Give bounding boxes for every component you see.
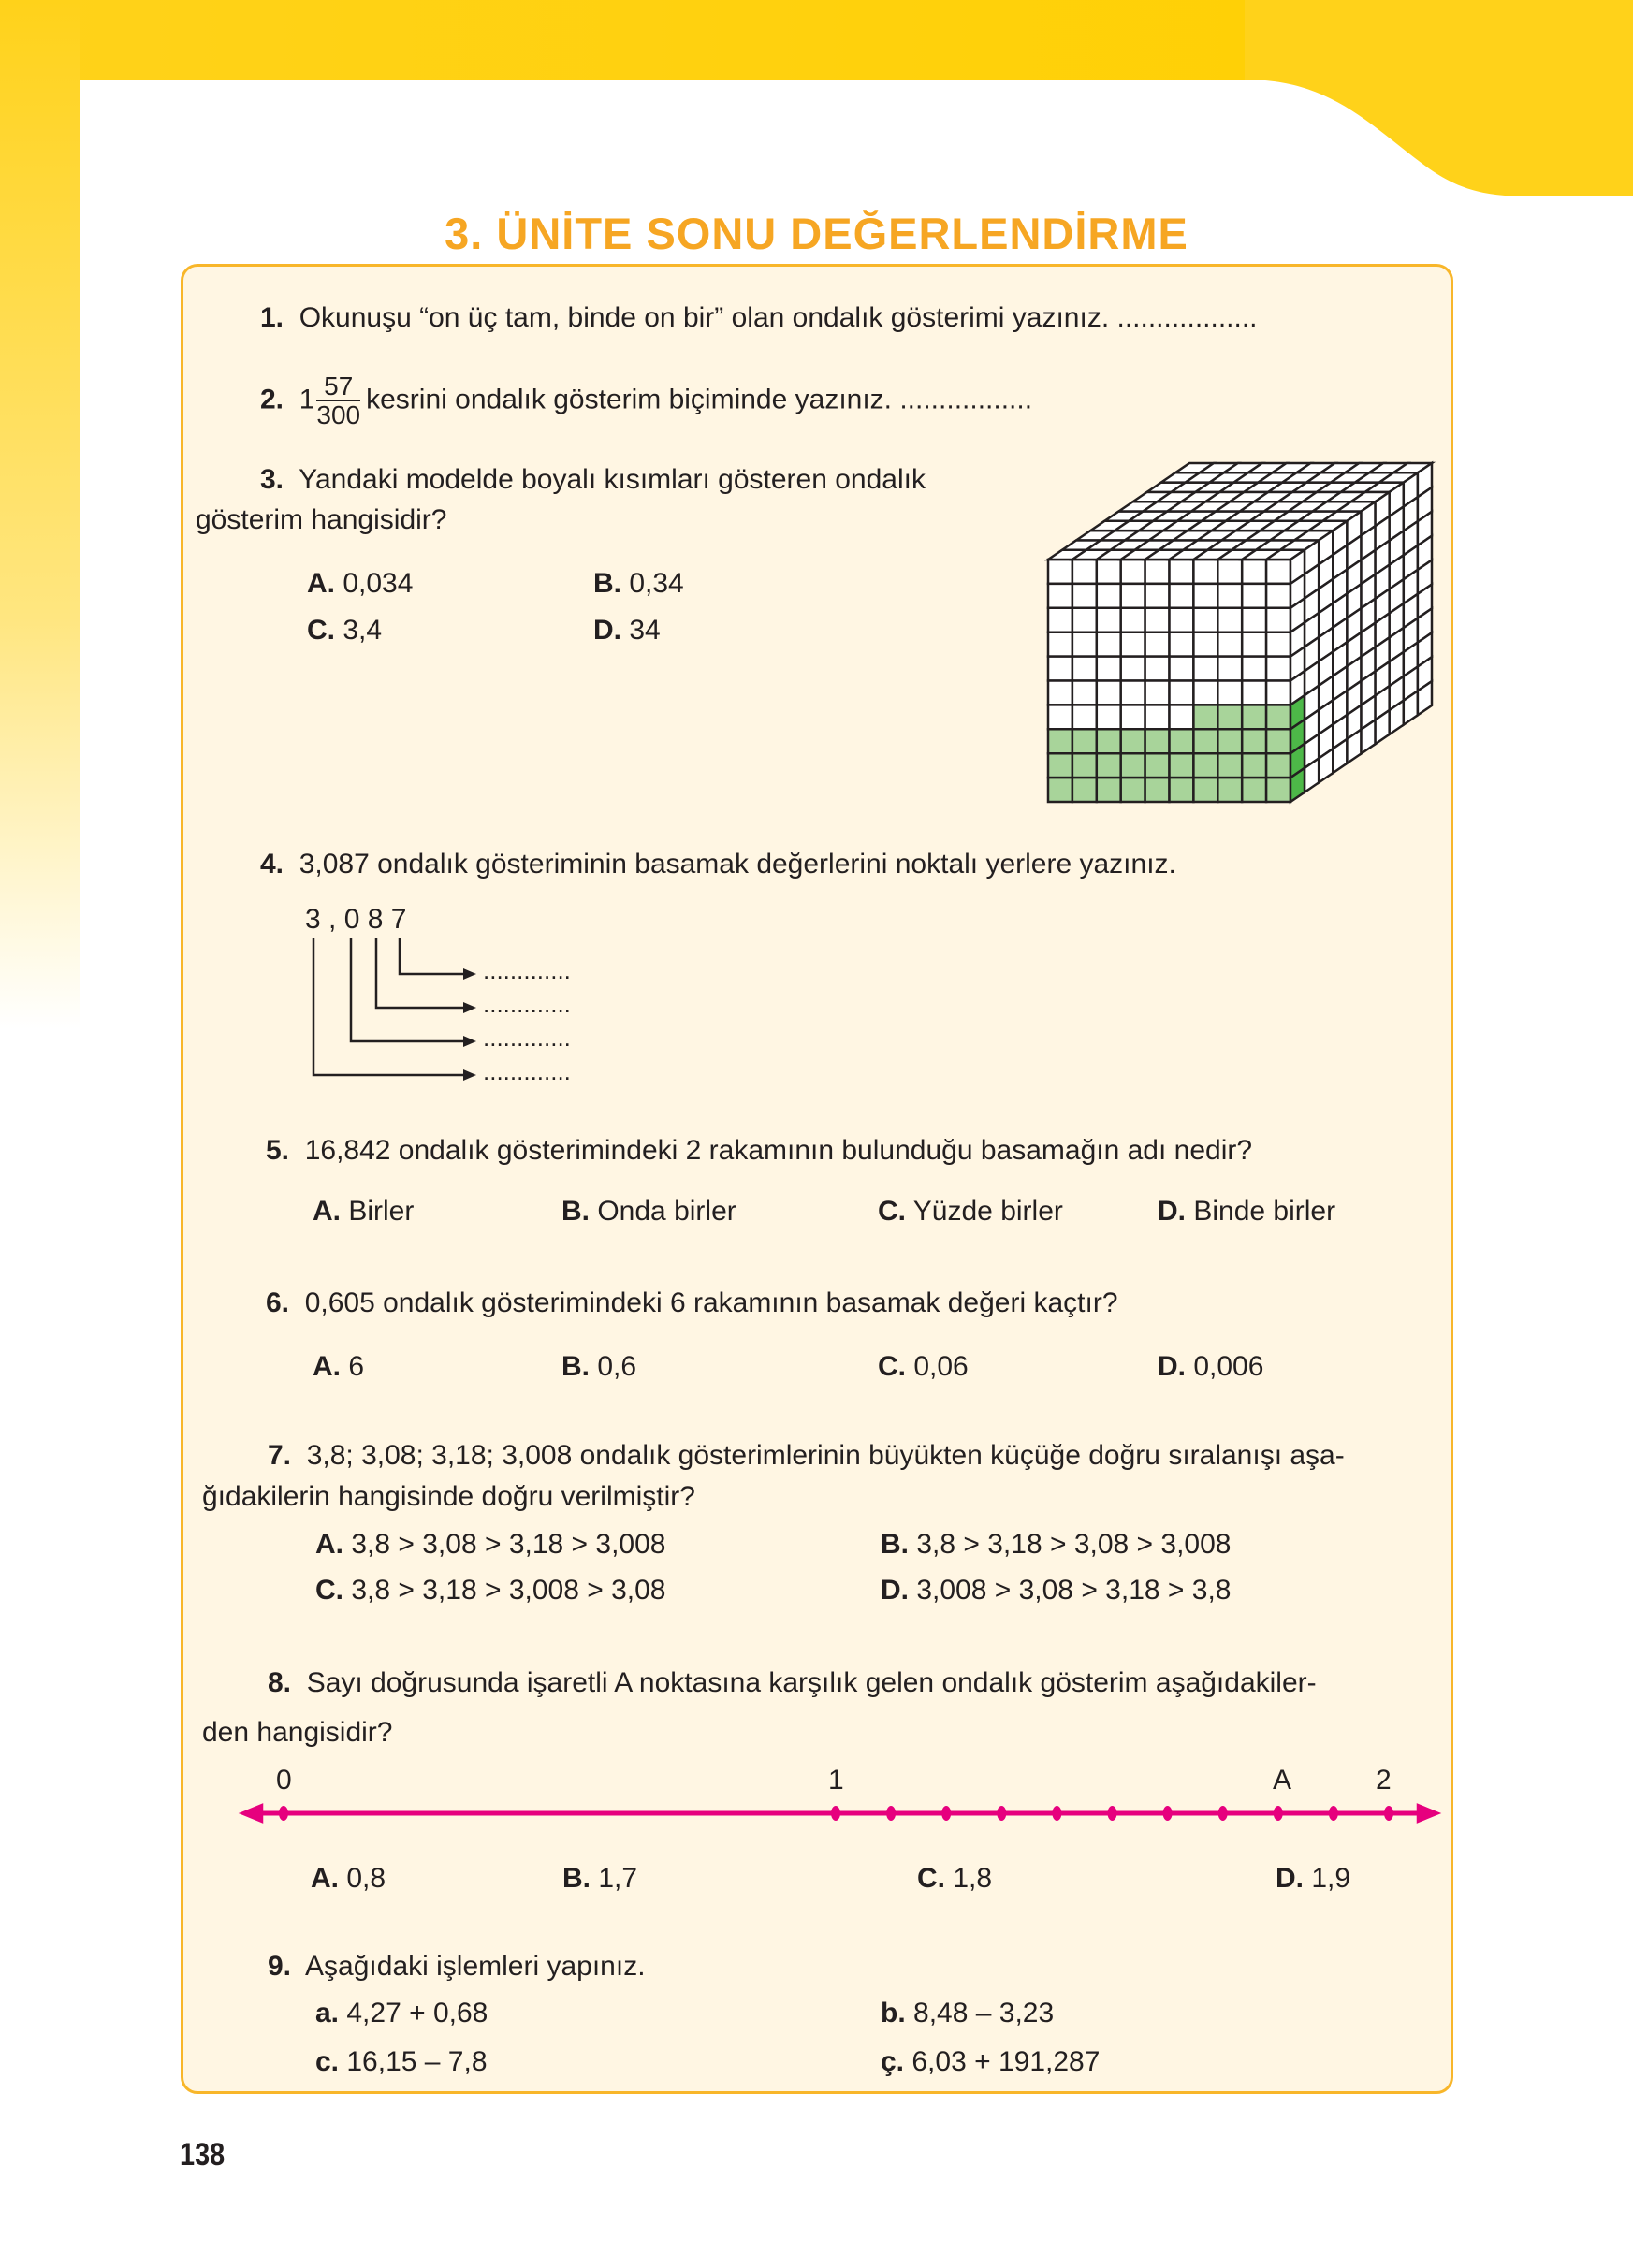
q4-number: 3 , 0 8 7 <box>305 904 407 935</box>
q6-option-a[interactable]: A. 6 <box>313 1351 365 1382</box>
fraction: $\frac{57}{300}$ <box>316 371 361 430</box>
number-line-point <box>1052 1806 1061 1821</box>
q7-line2: ğıdakilerin hangisinde doğru verilmiştir? <box>202 1481 695 1512</box>
q8-line2: den hangisidir? <box>202 1717 393 1748</box>
q8-option-d[interactable]: D. 1,9 <box>1276 1863 1351 1894</box>
q9-item-cc: ç. 6,03 + 191,287 <box>881 2046 1101 2077</box>
number-line-point <box>1163 1806 1173 1821</box>
q5: 5. 16,842 ondalık gösterimindeki 2 rakamının bulunduğu basamağın adı nedir? <box>266 1135 1253 1166</box>
label-0: 0 <box>276 1765 292 1796</box>
number-line-point <box>1274 1806 1283 1821</box>
right-arrow <box>1418 1805 1438 1822</box>
blank-4[interactable]: ............. <box>483 1057 571 1085</box>
q6-option-c[interactable]: C. 0,06 <box>878 1351 969 1382</box>
q7-option-a[interactable]: A. 3,8 > 3,08 > 3,18 > 3,008 <box>315 1529 666 1560</box>
q9-item-c: c. 16,15 – 7,8 <box>315 2046 488 2077</box>
q8-option-c[interactable]: C. 1,8 <box>917 1863 993 1894</box>
q8-line1: 8. Sayı doğrusunda işaretli A noktasına karşılık gelen ondalık gösterim aşağıdakiler- <box>268 1667 1317 1698</box>
page-number: 138 <box>180 2137 226 2173</box>
number-line-point <box>1218 1806 1228 1821</box>
q3-line1: 3. Yandaki modelde boyalı kısımları gösteren ondalık <box>260 464 926 495</box>
q3-option-d[interactable]: D. 34 <box>593 615 661 646</box>
q6-option-d[interactable]: D. 0,006 <box>1158 1351 1264 1382</box>
q4: 4. 3,087 ondalık gösteriminin basamak değerlerini noktalı yerlere yazınız. <box>260 849 1176 880</box>
q3-option-c[interactable]: C. 3,4 <box>307 615 383 646</box>
q9-item-b: b. 8,48 – 3,23 <box>881 1998 1055 2028</box>
q3-option-a[interactable]: A. 0,034 <box>307 568 414 599</box>
q7-option-c[interactable]: C. 3,8 > 3,18 > 3,008 > 3,08 <box>315 1575 666 1606</box>
number-line-point <box>1384 1806 1393 1821</box>
label-1: 1 <box>828 1765 844 1796</box>
number-line-point <box>941 1806 951 1821</box>
blank-3[interactable]: ............. <box>483 1024 571 1052</box>
q9: 9. Aşağıdaki işlemleri yapınız. <box>268 1951 646 1982</box>
q7-option-b[interactable]: B. 3,8 > 3,18 > 3,08 > 3,008 <box>881 1529 1232 1560</box>
q9-item-a: a. 4,27 + 0,68 <box>315 1998 488 2028</box>
page-title: 3. ÜNİTE SONU DEĞERLENDİRME <box>445 209 1188 258</box>
label-2: 2 <box>1376 1765 1392 1796</box>
blank-1[interactable]: ............. <box>483 956 571 984</box>
q5-option-a[interactable]: A. Birler <box>313 1196 415 1227</box>
q3-option-b[interactable]: B. 0,34 <box>593 568 684 599</box>
q8-option-a[interactable]: A. 0,8 <box>311 1863 386 1894</box>
q5-option-b[interactable]: B. Onda birler <box>561 1196 736 1227</box>
number-line-point <box>279 1806 288 1821</box>
number-line-point <box>1108 1806 1117 1821</box>
q1: 1. Okunuşu “on üç tam, binde on bir” olan ondalık gösterimi yazınız. .................. <box>260 302 1258 333</box>
number-line-point <box>831 1806 840 1821</box>
number-line-point <box>886 1806 896 1821</box>
number-line-point <box>997 1806 1006 1821</box>
q7-line1: 7. 3,8; 3,08; 3,18; 3,008 ondalık gösterimlerinin büyükten küçüğe doğru sıralanışı aşa- <box>268 1440 1345 1471</box>
q6: 6. 0,605 ondalık gösterimindeki 6 rakamının basamak değeri kaçtır? <box>266 1287 1118 1318</box>
q6-option-b[interactable]: B. 0,6 <box>561 1351 637 1382</box>
q7-option-d[interactable]: D. 3,008 > 3,08 > 3,18 > 3,8 <box>881 1575 1232 1606</box>
label-a: A <box>1273 1765 1292 1796</box>
q3-line2: gösterim hangisidir? <box>196 504 447 535</box>
q5-option-c[interactable]: C. Yüzde birler <box>878 1196 1063 1227</box>
q5-option-d[interactable]: D. Binde birler <box>1158 1196 1336 1227</box>
q2: 2. 1 $\frac{57}{300}$ kesrini ondalık gösterim biçiminde yazınız. ................. <box>260 371 1033 430</box>
q8-option-b[interactable]: B. 1,7 <box>562 1863 638 1894</box>
blank-2[interactable]: ............. <box>483 990 571 1018</box>
left-arrow <box>241 1805 262 1822</box>
number-line-point <box>1329 1806 1338 1821</box>
